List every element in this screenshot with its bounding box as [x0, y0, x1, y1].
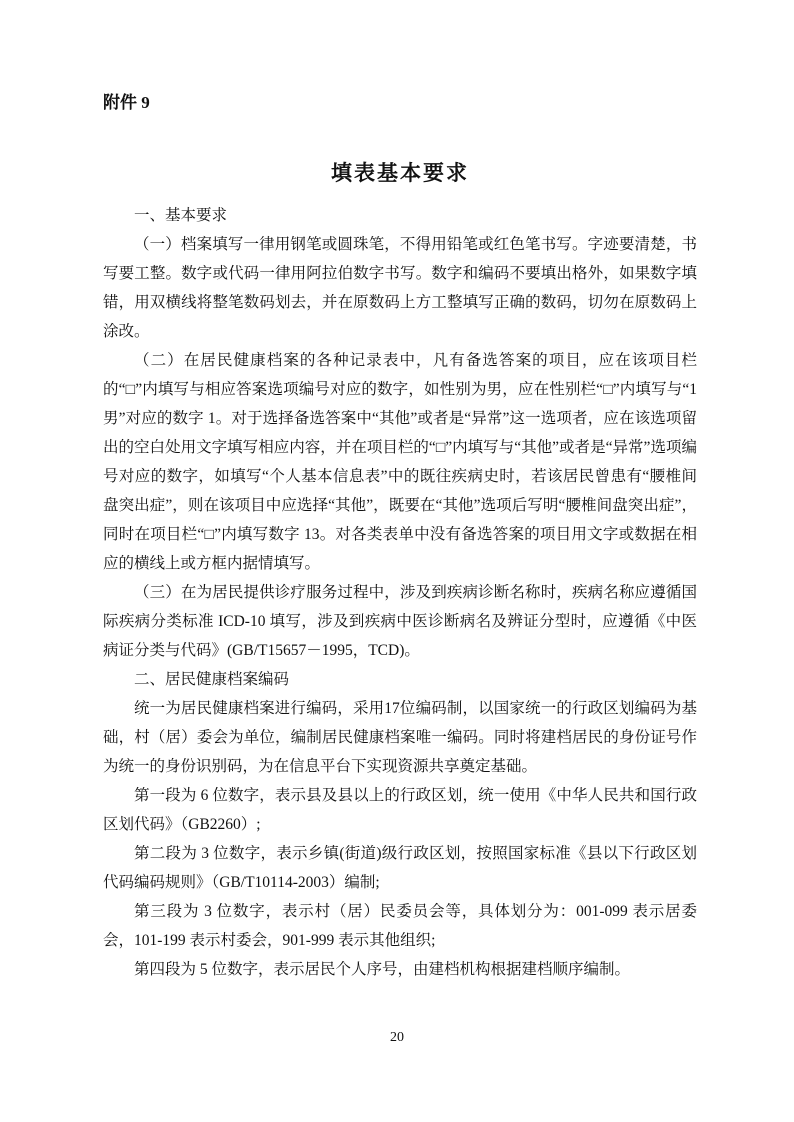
document-body [103, 201, 697, 984]
section-heading: 二、居民健康档案编码 [134, 671, 290, 688]
page-title: 填表基本要求 [331, 161, 469, 185]
page-number: 20 [390, 1030, 404, 1045]
paragraph: 统一为居民健康档案进行编码，采用17位编码制，以国家统一的行政区划编码为基础，村（居）委会为单位，编制居民健康档案唯一编码。同时将建档居民的身份证号作为统一的身份识别码，为在信息平台下实现资源共享奠定基础。 [103, 700, 697, 775]
attachment-label: 附件 9 [103, 93, 150, 112]
paragraph: （二）在居民健康档案的各种记录表中，凡有备选答案的项目，应在该项目栏的“□”内填写与相应答案选项编号对应的数字，如性别为男，应在性别栏“□”内填写与“1 男”对应的数字 1。对于选择备选答案中“其他”或者是“异常”这一选项者，应在该选项留出的空白处用文字填写相应内容，并在项目栏的“□”内填写与“其他”或者是“异常”选项编号对应的数字，如填写“个人基本信息表”中的既往疾病史时，若该居民曾患有“腰椎间盘突出症”，则在该项目中应选择“其他”，既要在“其他”选项后写明“腰椎间盘突出症”，同时在项目栏“□”内填写数字 13。对各类表单中没有备选答案的项目用文字或数据在相应的横线上或方框内据情填写。 [103, 352, 697, 572]
paragraph: （三）在为居民提供诊疗服务过程中，涉及到疾病诊断名称时，疾病名称应遵循国际疾病分类标准 ICD-10 填写，涉及到疾病中医诊断病名及辨证分型时，应遵循《中医病证分类与代码》(GB/T15657－1995，TCD)。 [103, 584, 697, 659]
paragraph: 第一段为 6 位数字，表示县及县以上的行政区划，统一使用《中华人民共和国行政区划代码》（GB2260）; [103, 787, 697, 833]
section-heading: 一、基本要求 [134, 207, 228, 224]
paragraph: 第四段为 5 位数字，表示居民个人序号，由建档机构根据建档顺序编制。 [134, 961, 631, 978]
paragraph: 第三段为 3 位数字，表示村（居）民委员会等，具体划分为：001-099 表示居委会，101-199 表示村委会，901-999 表示其他组织; [103, 903, 697, 949]
paragraph: （一）档案填写一律用钢笔或圆珠笔，不得用铅笔或红色笔书写。字迹要清楚，书写要工整。数字或代码一律用阿拉伯数字书写。数字和编码不要填出格外，如果数字填错，用双横线将整笔数码划去，并在原数码上方工整填写正确的数码，切勿在原数码上涂改。 [103, 236, 697, 340]
paragraph: 第二段为 3 位数字，表示乡镇(街道)级行政区划，按照国家标准《县以下行政区划代码编码规则》（GB/T10114-2003）编制; [103, 845, 697, 891]
